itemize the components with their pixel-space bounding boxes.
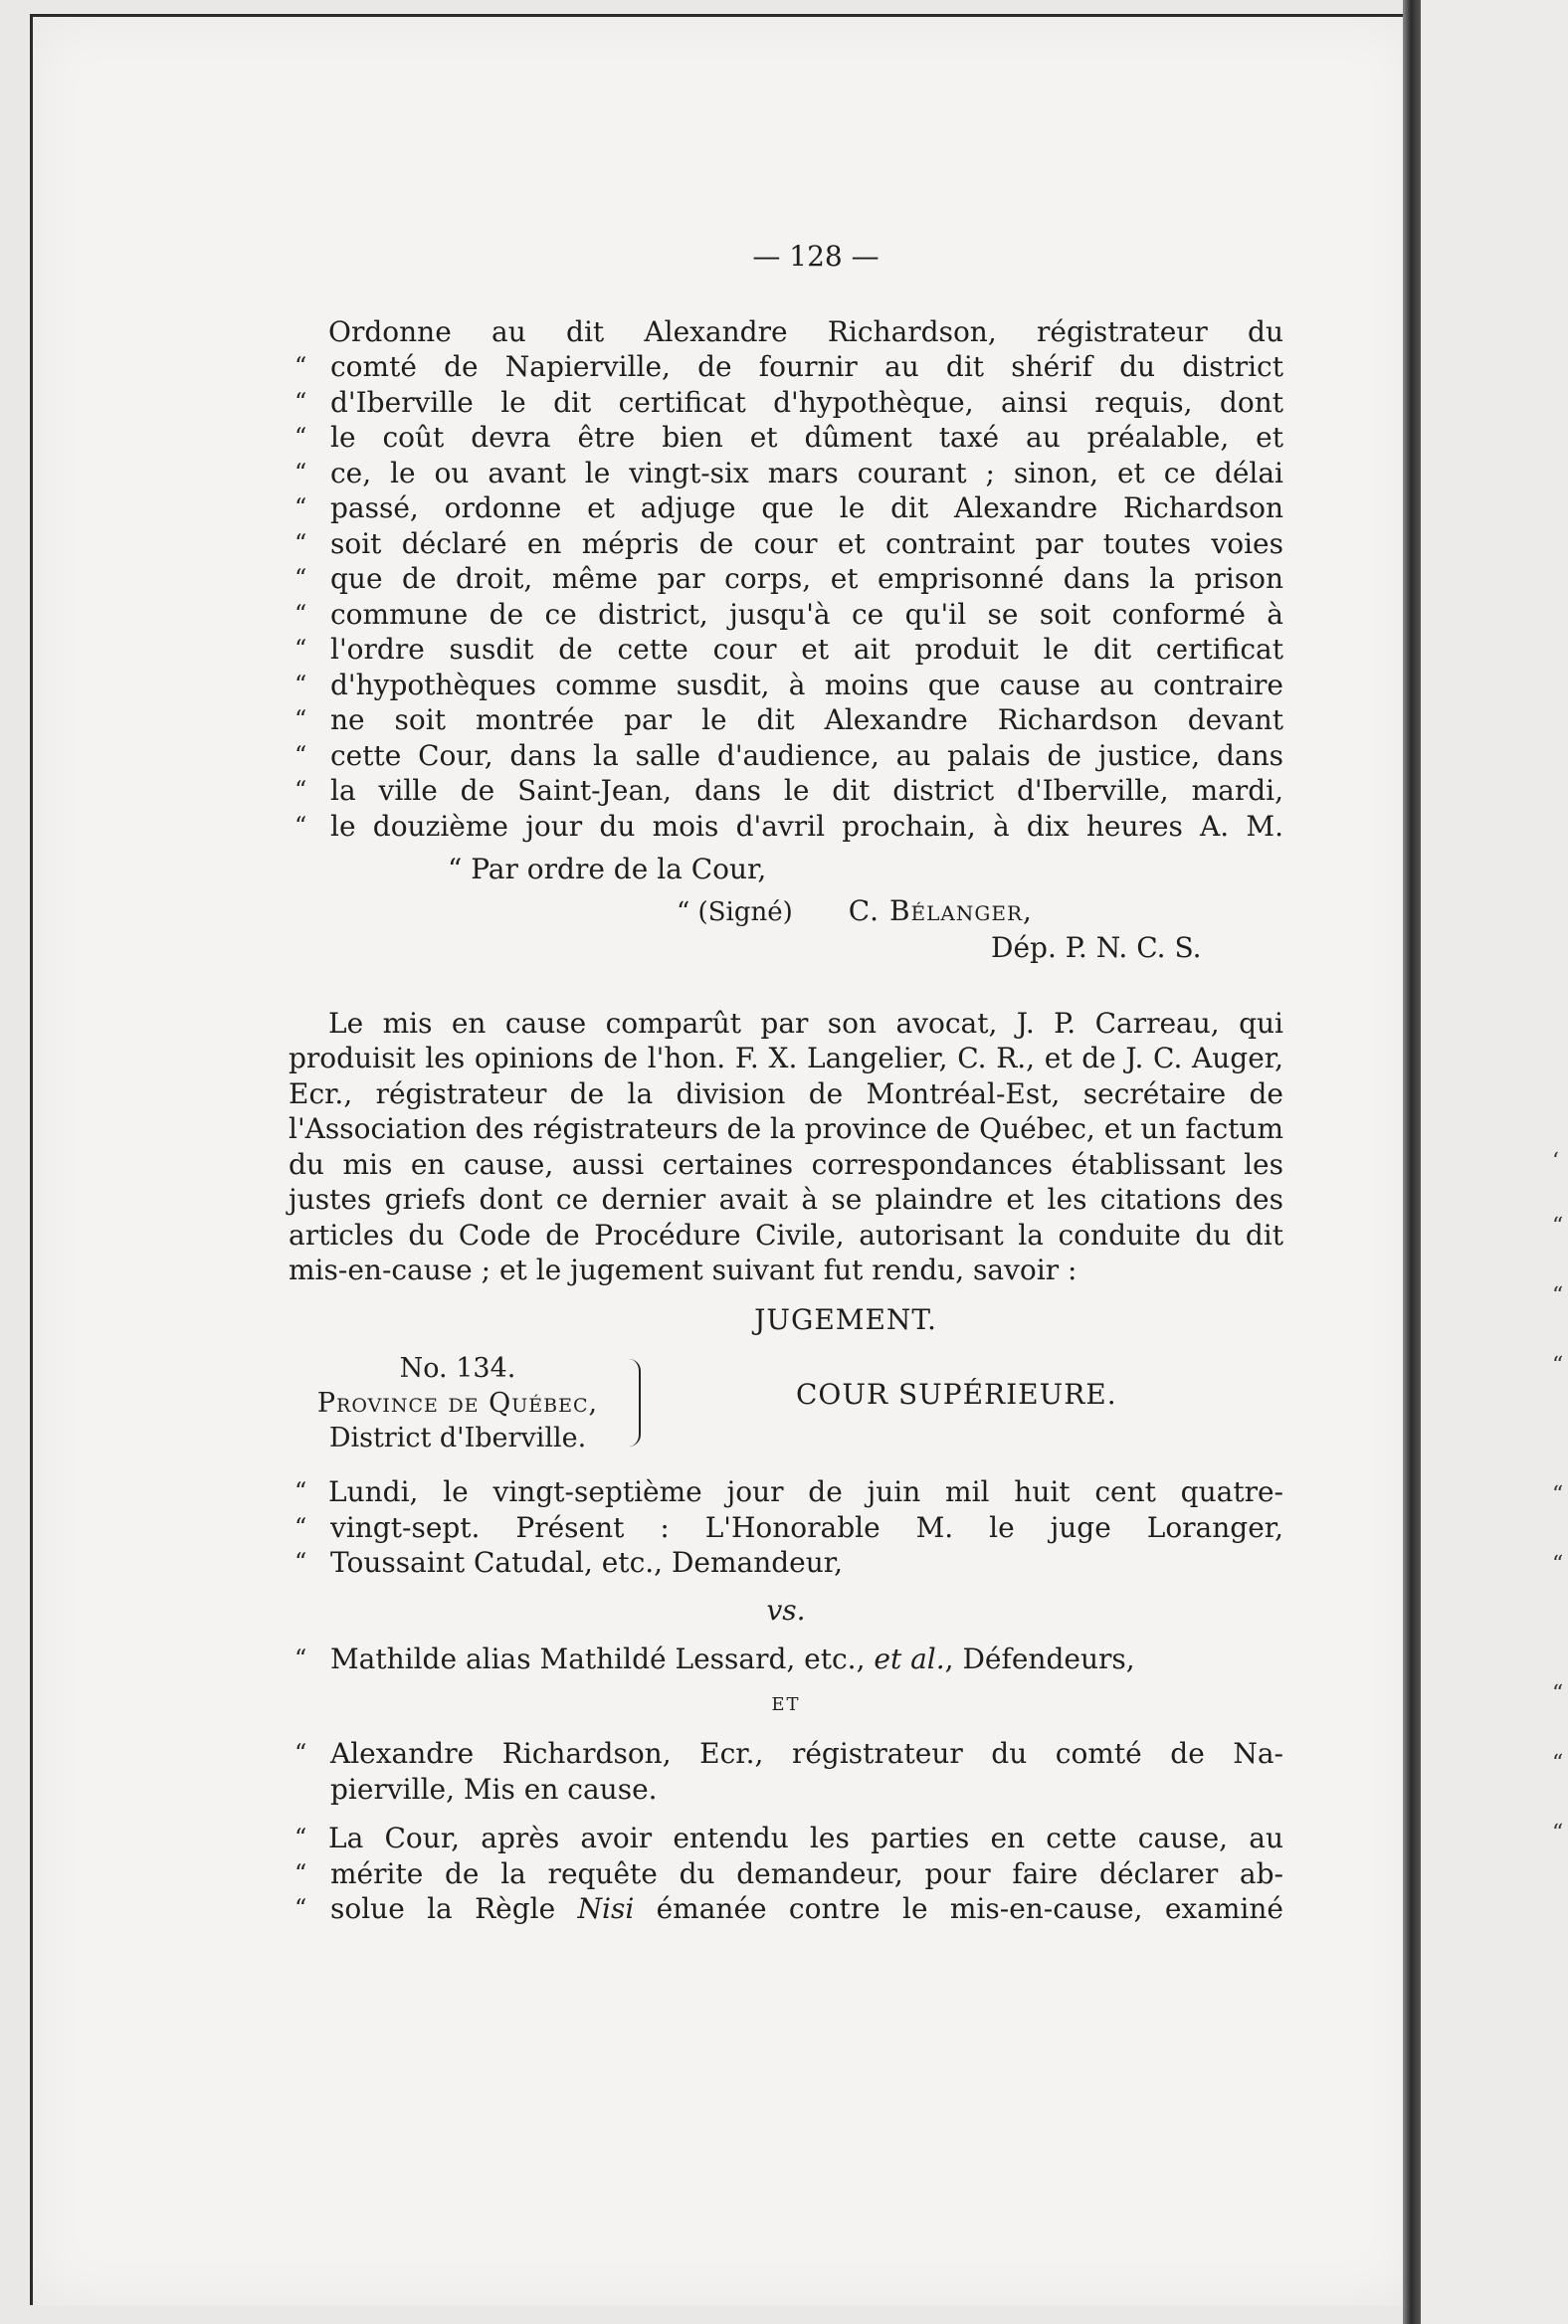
opinion-line: “ solue la Règle Nisi émanée contre le mis-en-cause, examiné bbox=[289, 1891, 1283, 1927]
order-line: “ ne soit montrée par le dit Alexandre Richardson devant bbox=[289, 702, 1283, 738]
mis-en-cause-line: pierville, Mis en cause. bbox=[330, 1772, 658, 1806]
facing-page-quote-mark: “ bbox=[1552, 1353, 1564, 1378]
facing-page-quote-mark: “ bbox=[1552, 1751, 1564, 1776]
facing-page-quote-mark: ‘ bbox=[1552, 1149, 1559, 1174]
facing-page-quote-mark: “ bbox=[1552, 1214, 1564, 1239]
court-name: COUR SUPÉRIEURE. bbox=[796, 1378, 1117, 1411]
et-separator: ET bbox=[771, 1693, 801, 1715]
order-line: “ le douzième jour du mois d'avril prochain, à dix heures A. M. bbox=[289, 809, 1283, 845]
facing-page-quote-mark: “ bbox=[1552, 1681, 1564, 1706]
order-line: “ passé, ordonne et adjuge que le dit Alexandre Richardson bbox=[289, 490, 1283, 526]
case-province: Province de Québec, bbox=[316, 1388, 599, 1419]
case-number: No. 134. bbox=[399, 1353, 516, 1384]
defendants-line: “ Mathilde alias Mathildé Lessard, etc., et al., Défendeurs, bbox=[289, 1642, 1283, 1677]
judgment-heading: JUGEMENT. bbox=[754, 1302, 937, 1336]
order-line: “ ce, le ou avant le vingt-six mars courant ; sinon, et ce délai bbox=[289, 456, 1283, 491]
court-order bbox=[289, 314, 1283, 845]
right-brace bbox=[629, 1359, 641, 1447]
signer-name: C. Bélanger, bbox=[848, 893, 1033, 927]
signed-label: “ (Signé) bbox=[677, 896, 793, 927]
signature-line bbox=[289, 893, 1283, 931]
et-al: et al. bbox=[874, 1643, 945, 1675]
page-number: — 128 — bbox=[752, 240, 880, 273]
order-line: “ soit déclaré en mépris de cour et contraint par toutes voies bbox=[289, 526, 1283, 562]
order-line: “ la ville de Saint-Jean, dans le dit district d'Iberville, mardi, bbox=[289, 773, 1283, 809]
order-line: “ d'Iberville le dit certificat d'hypothèque, ainsi requis, dont bbox=[289, 385, 1283, 421]
session-line: “ Toussaint Catudal, etc., Demandeur, bbox=[289, 1545, 1283, 1581]
order-line: Ordonne au dit Alexandre Richardson, régistrateur du bbox=[328, 314, 1283, 348]
opinion-line: “ La Cour, après avoir entendu les parties en cette cause, au bbox=[294, 1822, 1283, 1854]
facing-page-quote-mark: “ bbox=[1552, 1821, 1564, 1845]
narrative-paragraph: Le mis en cause comparût par son avocat, J. P. Carreau, qui produisit les opinions de l'hon. F. X. Langelier, C. R., et de J. C. Auger, Ecr., régistrateur de la division de Montréal-Est, secrétaire de l'Association des régistrateurs de la province de Québec, et un factum du mis en cause, aussi certaines correspondances établissant les justes griefs dont ce dernier avait à se plaindre et les citations des articles du Code de Procédure Civile, autorisant la conduite du dit mis-en-cause ; et le jugement suivant fut rendu, savoir : bbox=[289, 1006, 1283, 1286]
book-binding bbox=[1403, 0, 1421, 2324]
page-content bbox=[289, 239, 1283, 1927]
case-caption bbox=[289, 1351, 1283, 1460]
order-line: “ le coût devra être bien et dûment taxé au préalable, et bbox=[289, 420, 1283, 456]
signer-title: Dép. P. N. C. S. bbox=[991, 931, 1202, 964]
mis-en-cause-line: “ Alexandre Richardson, Ecr., régistrateur du comté de Na- bbox=[289, 1736, 1283, 1772]
by-order-line: “ Par ordre de la Cour, bbox=[448, 853, 767, 885]
order-line: “ cette Cour, dans la salle d'audience, au palais de justice, dans bbox=[289, 738, 1283, 774]
facing-page-quote-mark: “ bbox=[1552, 1552, 1564, 1577]
mis-en-cause-block bbox=[289, 1736, 1283, 1807]
case-reference bbox=[289, 1351, 627, 1455]
order-line: “ d'hypothèques comme susdit, à moins que cause au contraire bbox=[289, 668, 1283, 703]
order-line: “ l'ordre susdit de cette cour et ait produit le dit certificat bbox=[289, 632, 1283, 668]
session-block bbox=[289, 1474, 1283, 1581]
order-line: “ commune de ce district, jusqu'à ce qu'il se soit conformé à bbox=[289, 597, 1283, 633]
court-opinion bbox=[289, 1821, 1283, 1927]
nisi: Nisi bbox=[577, 1892, 635, 1925]
facing-page-quote-mark: “ bbox=[1552, 1283, 1564, 1308]
order-line: “ que de droit, même par corps, et emprisonné dans la prison bbox=[289, 561, 1283, 597]
order-line: “ comté de Napierville, de fournir au dit shérif du district bbox=[289, 349, 1283, 385]
opinion-line: “ mérite de la requête du demandeur, pour faire déclarer ab- bbox=[289, 1856, 1283, 1892]
facing-page-quote-mark: “ bbox=[1552, 1482, 1564, 1507]
facing-page-edge bbox=[1421, 0, 1568, 2324]
versus: vs. bbox=[766, 1593, 806, 1627]
session-line: “ vingt-sept. Présent : L'Honorable M. le juge Loranger, bbox=[289, 1510, 1283, 1546]
case-district: District d'Iberville. bbox=[328, 1423, 587, 1453]
session-line: “ Lundi, le vingt-septième jour de juin mil huit cent quatre- bbox=[294, 1475, 1283, 1508]
